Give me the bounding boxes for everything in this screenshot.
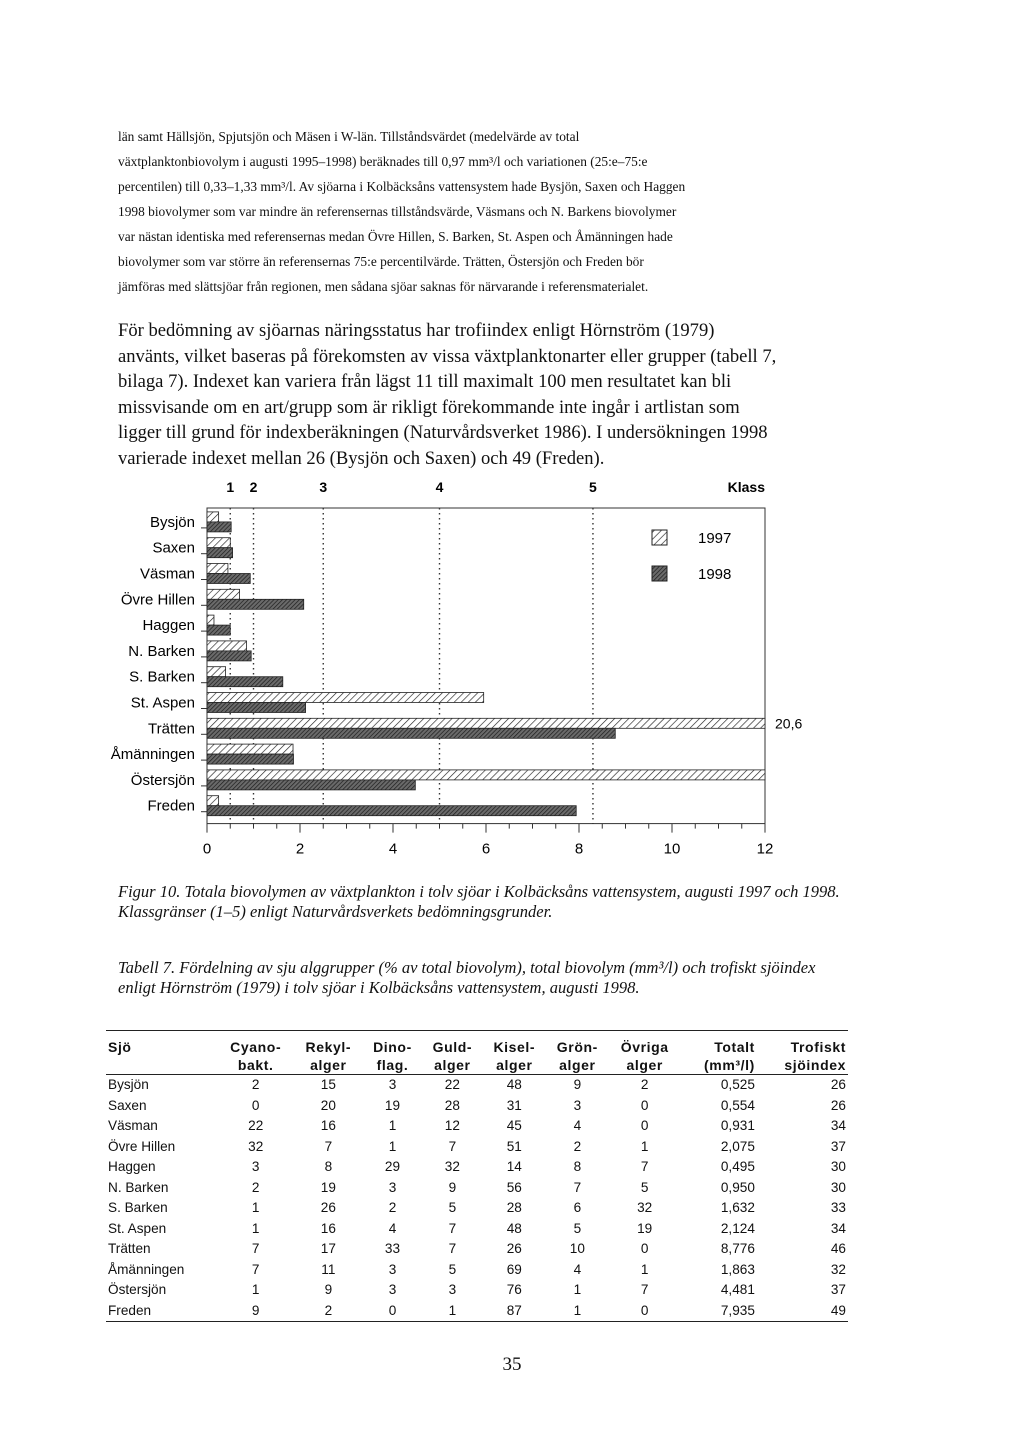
bar-1998	[207, 574, 250, 584]
algae-group-table	[106, 1030, 848, 1322]
table-cell: 1	[546, 1301, 609, 1322]
col-header-totalt: Totalt	[681, 1031, 757, 1056]
text-line: missvisande om en art/grupp som är rikligt förekommande inte ingår i artlistan som	[118, 396, 740, 418]
table-cell: 22	[444, 1077, 460, 1092]
table-cell: 26	[830, 1077, 846, 1092]
table-cell: 37	[830, 1138, 846, 1154]
table-cell: 26	[830, 1097, 846, 1113]
text-line: För bedömning av sjöarnas näringsstatus har trofiindex enligt Hörnström (1979)	[118, 320, 715, 341]
table-header-row	[106, 1031, 848, 1056]
table-cell: 1	[251, 1200, 260, 1215]
table-caption: Tabell 7. Fördelning av sju alggrupper (% av total biovolym), total biovolym (mm³/l) och trofiskt sjöindex enligt Hörnström (1979) i tolv sjöar i Kolbäcksåns vattensystem, augusti 1998.	[118, 958, 816, 997]
table-cell: 69	[506, 1261, 522, 1277]
table-cell: 9	[448, 1179, 457, 1195]
table-cell: 31	[506, 1097, 522, 1113]
category-label: Östersjön	[130, 771, 195, 789]
bar-1997	[207, 589, 240, 599]
bar-1998	[207, 780, 415, 790]
class-label: 2	[249, 479, 258, 495]
table-cell: 1,863	[720, 1261, 755, 1277]
text-line: jämföras med slättsjöar från regionen, men sådana sjöar saknas för närvarande i referensmaterialet.	[118, 279, 649, 294]
table-cell: 3	[448, 1282, 457, 1297]
table-cell: 1	[388, 1118, 397, 1133]
table-row	[106, 1260, 848, 1281]
table-cell: 48	[506, 1077, 522, 1092]
text-line: använts, vilket baseras på förekomsten av vissa växtplanktonarter eller grupper (tabell 7,	[118, 345, 777, 367]
table-row	[106, 1178, 848, 1199]
bar-1997	[207, 641, 247, 651]
table-cell: 0	[640, 1097, 649, 1113]
table-cell: 5	[448, 1261, 457, 1277]
table-cell: 7	[448, 1241, 457, 1256]
lake-name-cell: Trätten	[108, 1241, 151, 1256]
table-cell: 28	[444, 1097, 460, 1113]
bar-1997	[207, 667, 226, 677]
table-cell: 29	[384, 1159, 401, 1174]
table-cell: 4	[573, 1118, 582, 1133]
table-cell: 5	[640, 1179, 649, 1195]
table-cell: 2	[251, 1077, 260, 1092]
col-header-lake-sub	[106, 1055, 218, 1075]
lake-name-cell: St. Aspen	[108, 1220, 167, 1236]
lake-name-cell: Övre Hillen	[108, 1138, 176, 1154]
table-cell: 2	[388, 1200, 397, 1215]
bar-1997	[207, 512, 219, 522]
table-cell: 34	[830, 1220, 846, 1236]
table-cell: 1,632	[720, 1200, 755, 1215]
table-cell: 9	[218, 1301, 294, 1322]
table-cell: 33	[830, 1200, 846, 1215]
category-label: Saxen	[152, 539, 195, 557]
table-cell: 28	[506, 1200, 522, 1215]
table-row	[106, 1157, 848, 1178]
bar-1997	[207, 538, 230, 548]
table-cell: 7	[324, 1138, 333, 1154]
lake-name-cell: Åmänningen	[108, 1261, 185, 1277]
table-cell: 0	[251, 1097, 260, 1113]
legend-swatch-1998	[652, 566, 667, 581]
category-label: N. Barken	[128, 642, 195, 660]
page-number: 35	[502, 1354, 522, 1375]
table-cell: 9	[573, 1077, 582, 1092]
table-cell: 0,525	[720, 1077, 755, 1092]
x-tick-label: 8	[574, 840, 584, 858]
biovolume-bar-chart	[0, 470, 1024, 880]
table-row	[106, 1301, 848, 1322]
table-cell: 51	[506, 1138, 522, 1154]
col-header-totalt-sub: (mm³/l)	[681, 1055, 757, 1075]
table-cell: 1	[640, 1138, 649, 1154]
col-header-kisel-sub: alger	[483, 1055, 546, 1075]
bar-1997	[207, 718, 765, 728]
table-cell: 0,495	[720, 1159, 755, 1174]
class-label: 5	[589, 479, 597, 495]
x-tick-label: 2	[295, 840, 305, 858]
table-cell: 8	[324, 1159, 333, 1174]
table-cell: 7	[448, 1138, 457, 1154]
table-cell: 0	[640, 1118, 649, 1133]
table-cell: 0,554	[720, 1097, 755, 1113]
bar-1997	[207, 744, 293, 754]
table-cell: 7	[640, 1282, 649, 1297]
lake-name-cell: Östersjön	[108, 1282, 167, 1297]
table-cell: 48	[506, 1220, 522, 1236]
col-header-trofiskt: Trofiskt	[757, 1031, 848, 1056]
table-cell: 5	[448, 1200, 457, 1215]
table-cell: 1	[388, 1138, 397, 1154]
bar-1997	[207, 564, 228, 574]
bar-1998	[207, 754, 293, 764]
col-header-guld: Guld-	[422, 1031, 482, 1056]
lake-name-cell: Bysjön	[108, 1077, 149, 1092]
category-label: Åmänningen	[110, 746, 195, 764]
table-cell: 12	[444, 1118, 460, 1133]
table-cell: 19	[384, 1097, 401, 1113]
col-header-cyano: Cyano-	[218, 1031, 294, 1056]
table-cell: 2,124	[720, 1220, 755, 1236]
legend-label: 1997	[698, 530, 732, 547]
x-tick-label: 12	[756, 840, 774, 858]
table-cell: 76	[506, 1282, 522, 1297]
bar-1998	[207, 522, 231, 532]
text-line: percentilen) till 0,33–1,33 mm³/l. Av sjöarna i Kolbäcksåns vattensystem hade Bysjön, Saxen och Haggen	[118, 179, 686, 194]
bar-1998	[207, 728, 615, 738]
category-label: S. Barken	[129, 668, 195, 686]
table-cell: 19	[320, 1179, 336, 1195]
table-cell: 0	[640, 1241, 649, 1256]
table-cell: 3	[251, 1159, 260, 1174]
class-title: Klass	[727, 479, 765, 495]
col-header-kisel: Kisel-	[483, 1031, 546, 1056]
text-line: län samt Hällsjön, Spjutsjön och Mäsen i W-län. Tillståndsvärdet (medelvärde av total	[118, 129, 580, 144]
table-cell: 33	[384, 1241, 401, 1256]
lake-name-cell: Saxen	[108, 1097, 147, 1113]
table-cell: 11	[321, 1261, 336, 1277]
category-label: Haggen	[142, 617, 195, 635]
col-header-ovriga-sub: alger	[609, 1055, 681, 1075]
lake-name-cell: N. Barken	[108, 1179, 169, 1195]
table-cell: 0,950	[720, 1179, 755, 1195]
table-cell: 7	[640, 1159, 649, 1174]
table-cell: 2	[640, 1077, 649, 1092]
table-cell: 2,075	[720, 1138, 755, 1154]
col-header-cyano-sub: bakt.	[218, 1055, 294, 1075]
table-cell: 6	[573, 1200, 582, 1215]
table-cell: 22	[248, 1118, 264, 1133]
table-cell: 1	[573, 1282, 582, 1297]
bar-1997	[207, 770, 765, 780]
table-cell: 0,931	[720, 1118, 755, 1133]
bar-1998	[207, 651, 251, 661]
table-cell: 4,481	[720, 1282, 755, 1297]
bar-1997	[207, 693, 484, 703]
table-cell: 15	[320, 1077, 336, 1092]
table-cell: 8	[573, 1159, 582, 1174]
x-tick-label: 6	[481, 840, 491, 858]
table-cell: 10	[569, 1241, 585, 1256]
table-cell: 7	[573, 1179, 582, 1195]
col-header-rekyl: Rekyl-	[294, 1031, 363, 1056]
table-cell: 7	[251, 1261, 260, 1277]
text-line: 1998 biovolymer som var mindre än referensernas tillståndsvärde, Väsmans och N. Barkens biovolymer	[118, 204, 677, 219]
x-tick-label: 0	[202, 840, 212, 858]
table-row	[106, 1116, 848, 1137]
text-line: var nästan identiska med referensernas medan Övre Hillen, S. Barken, St. Aspen och Åmänningen hade	[118, 229, 673, 244]
table-cell: 56	[506, 1179, 522, 1195]
bar-1998	[207, 625, 230, 635]
table-cell: 4	[573, 1261, 582, 1277]
text-line: varierade indexet mellan 26 (Bysjön och Saxen) och 49 (Freden).	[118, 447, 605, 469]
table-cell: 3	[388, 1179, 397, 1195]
col-header-rekyl-sub: alger	[294, 1055, 363, 1075]
class-label: 3	[319, 479, 328, 495]
table-cell: 8,776	[720, 1241, 755, 1256]
class-label: 1	[226, 479, 235, 495]
table-cell: 49	[757, 1301, 848, 1322]
table-cell: 19	[637, 1220, 653, 1236]
class-label: 4	[435, 479, 444, 495]
lake-name-cell: Freden	[106, 1301, 218, 1322]
col-header-dino-sub: flag.	[363, 1055, 422, 1075]
legend-swatch-1997	[652, 530, 667, 545]
table-cell: 3	[388, 1261, 397, 1277]
table-cell: 0	[609, 1301, 681, 1322]
table-row	[106, 1137, 848, 1158]
table-header-row	[106, 1055, 848, 1075]
table-cell: 1	[640, 1261, 649, 1277]
figure-caption: Figur 10. Totala biovolymen av växtplankton i tolv sjöar i Kolbäcksåns vattensystem, augusti 1997 och 1998. Klassgränser (1–5) enligt Naturvårdsverkets bedömningsgrunder.	[118, 882, 840, 921]
bar-1998	[207, 703, 306, 713]
category-label: Övre Hillen	[120, 591, 195, 609]
table-cell: 46	[830, 1241, 846, 1256]
table-cell: 7	[448, 1220, 457, 1236]
table-cell: 14	[506, 1159, 522, 1174]
x-tick-label: 10	[663, 840, 681, 858]
table-cell: 9	[324, 1282, 333, 1297]
category-label: Freden	[147, 797, 195, 815]
table-cell: 4	[388, 1220, 397, 1236]
table-cell: 34	[830, 1118, 846, 1133]
table-cell: 87	[483, 1301, 546, 1322]
bar-1998	[207, 599, 304, 609]
legend-label: 1998	[698, 566, 732, 583]
category-label: Väsman	[139, 565, 195, 583]
col-header-lake: Sjö	[106, 1031, 218, 1056]
offscale-value-label: 20,6	[775, 715, 803, 732]
bar-1998	[207, 806, 576, 816]
col-header-gron-sub: alger	[546, 1055, 609, 1075]
table-cell: 0	[363, 1301, 422, 1322]
trophic-index-paragraph	[118, 318, 848, 472]
category-label: St. Aspen	[130, 694, 195, 712]
lake-name-cell: Väsman	[108, 1118, 158, 1133]
table-row	[106, 1075, 848, 1096]
table-cell: 1	[251, 1282, 260, 1297]
table-cell: 32	[248, 1138, 264, 1154]
col-header-gron: Grön-	[546, 1031, 609, 1056]
table-cell: 16	[320, 1220, 336, 1236]
table-cell: 1	[251, 1220, 260, 1236]
bar-1997	[207, 615, 214, 625]
table-cell: 7	[251, 1241, 260, 1256]
lake-name-cell: S. Barken	[108, 1200, 168, 1215]
x-tick-label: 4	[388, 840, 398, 858]
table-cell: 16	[320, 1118, 336, 1133]
table-row	[106, 1280, 848, 1301]
category-label: Bysjön	[149, 513, 195, 531]
table-row	[106, 1096, 848, 1117]
col-header-trofiskt-sub: sjöindex	[757, 1055, 848, 1075]
table-row	[106, 1198, 848, 1219]
table-cell: 20	[320, 1097, 336, 1113]
table-cell: 5	[573, 1220, 582, 1236]
table-cell: 32	[637, 1200, 653, 1215]
table-cell: 45	[506, 1118, 522, 1133]
bar-1998	[207, 548, 233, 558]
table-cell: 1	[422, 1301, 482, 1322]
text-line: växtplanktonbiovolym i augusti 1995–1998) beräknades till 0,97 mm³/l och variationen (25:e–75:e	[118, 154, 648, 169]
col-header-dino: Dino-	[363, 1031, 422, 1056]
text-line: bilaga 7). Indexet kan variera från lägst 11 till maximalt 100 men resultatet kan bli	[118, 371, 732, 393]
table-row	[106, 1239, 848, 1260]
table-cell: 32	[830, 1261, 846, 1277]
table-cell: 17	[320, 1241, 336, 1256]
table-cell: 2	[573, 1138, 582, 1154]
col-header-ovriga: Övriga	[609, 1031, 681, 1056]
table-cell: 26	[320, 1200, 336, 1215]
table-cell: 3	[388, 1077, 397, 1092]
table-cell: 2	[294, 1301, 363, 1322]
table-cell: 30	[830, 1159, 846, 1174]
table-cell: 3	[388, 1282, 397, 1297]
table-cell: 37	[830, 1282, 846, 1297]
table-cell: 2	[251, 1179, 260, 1195]
lake-name-cell: Haggen	[108, 1159, 156, 1174]
text-line: biovolymer som var större än referensernas 75:e percentilvärde. Trätten, Östersjön och Freden bör	[118, 254, 644, 269]
table-cell: 7,935	[681, 1301, 757, 1322]
category-label: Trätten	[148, 720, 195, 738]
bar-1998	[207, 677, 283, 687]
text-line: ligger till grund för indexberäkningen (Naturvårdsverket 1986). I undersökningen 1998	[118, 422, 768, 444]
table-cell: 32	[444, 1159, 460, 1174]
table-cell: 3	[573, 1097, 582, 1113]
table-cell: 26	[506, 1241, 522, 1256]
table-row	[106, 1219, 848, 1240]
table-cell: 30	[830, 1179, 846, 1195]
intro-paragraph	[118, 124, 848, 299]
bar-1997	[207, 796, 219, 806]
col-header-guld-sub: alger	[422, 1055, 482, 1075]
